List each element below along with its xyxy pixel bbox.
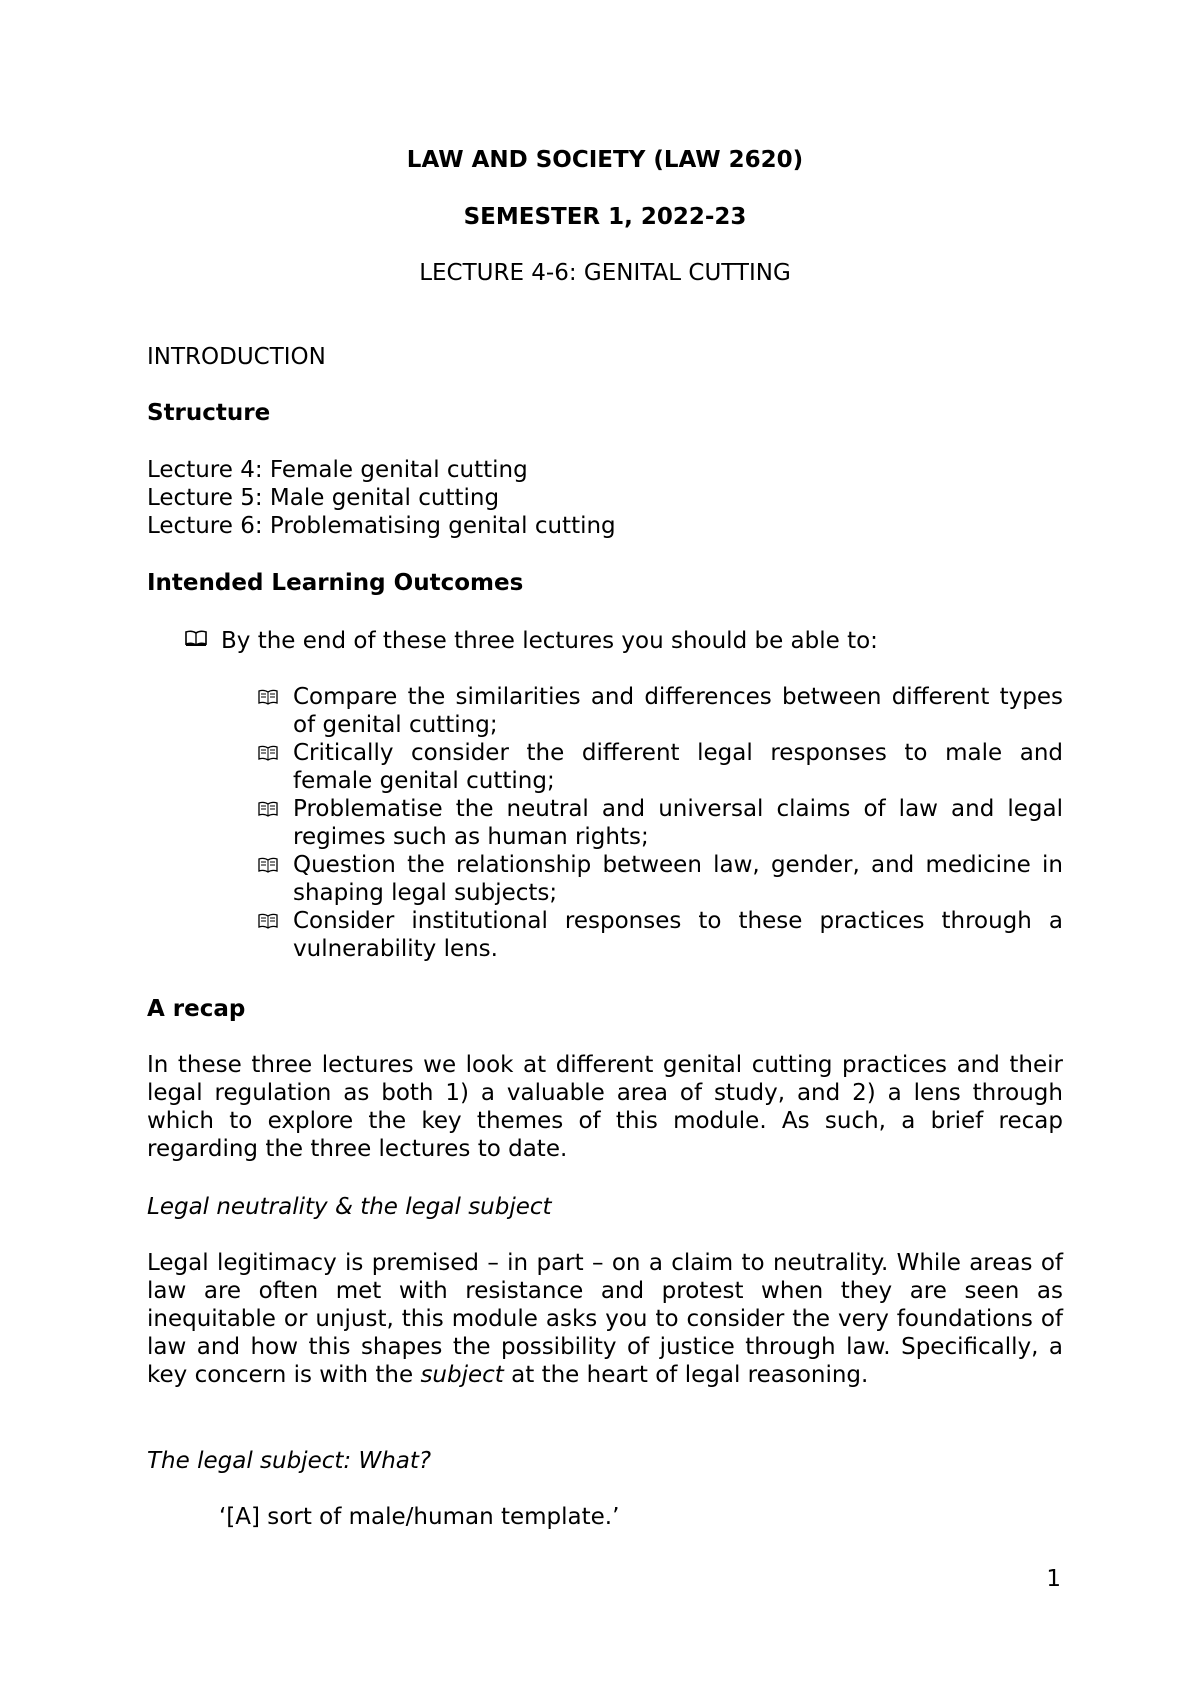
introduction-heading: INTRODUCTION [147,344,326,370]
book-icon [257,686,279,708]
legal-subject-heading: The legal subject: What? [147,1448,432,1474]
legal-neutrality-heading: Legal neutrality & the legal subject [147,1194,552,1220]
book-icon [257,798,279,820]
structure-item-lecture-6: Lecture 6: Problematising genital cutting [147,513,616,539]
outcome-item [257,851,1063,907]
open-book-icon [185,629,207,647]
recap-heading: A recap [147,996,246,1022]
structure-item-lecture-5: Lecture 5: Male genital cutting [147,485,500,511]
paragraph-text-start: Legal legitimacy is premised – in part – on a claim to neutrality. While areas of law are often met with resistance and protest when they are seen as inequitable or unjust, this module asks you to consider the very foundations of law and how this shapes the possibility of justice through law. Specifically, a key concern is with the [147,1250,1063,1388]
outcome-text: Problematise the neutral and universal claims of law and legal regimes such as human rights; [293,796,1063,850]
semester-label: SEMESTER 1, 2022-23 [463,204,747,230]
outcome-item [257,795,1063,851]
outcome-item [257,739,1063,795]
book-icon [257,742,279,764]
book-icon [257,910,279,932]
structure-list [147,456,1063,540]
paragraph-text-end: at the heart of legal reasoning. [503,1362,869,1388]
outcome-item [257,683,1063,739]
outcome-text: Critically consider the different legal responses to male and female genital cutting; [293,740,1063,794]
outcome-text: Consider institutional responses to these practices through a vulnerability lens. [293,908,1063,962]
learning-outcomes-list [257,683,1063,963]
learning-outcomes-heading: Intended Learning Outcomes [147,570,524,596]
paragraph-emphasis: subject [420,1362,504,1388]
quotation: ‘[A] sort of male/human template.’ [219,1504,620,1530]
outcome-text: Question the relationship between law, gender, and medicine in shaping legal subjects; [293,852,1063,906]
recap-paragraph: In these three lectures we look at different genital cutting practices and their legal regulation as both 1) a valuable area of study, and 2) a lens through which to explore the key themes of this module. As such, a brief recap regarding the three lectures to date. [147,1052,1063,1162]
outcome-text: Compare the similarities and differences between different types of genital cutting; [293,684,1063,738]
legal-neutrality-paragraph [147,1249,1063,1389]
lecture-title: LECTURE 4-6: GENITAL CUTTING [419,260,791,286]
book-icon [257,854,279,876]
learning-outcomes-lead-text: By the end of these three lectures you should be able to: [221,628,878,654]
structure-heading: Structure [147,400,271,426]
document-page [147,0,1063,1698]
document-title: LAW AND SOCIETY (LAW 2620) [406,147,804,173]
page-number: 1 [1046,1566,1061,1592]
outcome-item [257,907,1063,963]
structure-item-lecture-4: Lecture 4: Female genital cutting [147,457,528,483]
